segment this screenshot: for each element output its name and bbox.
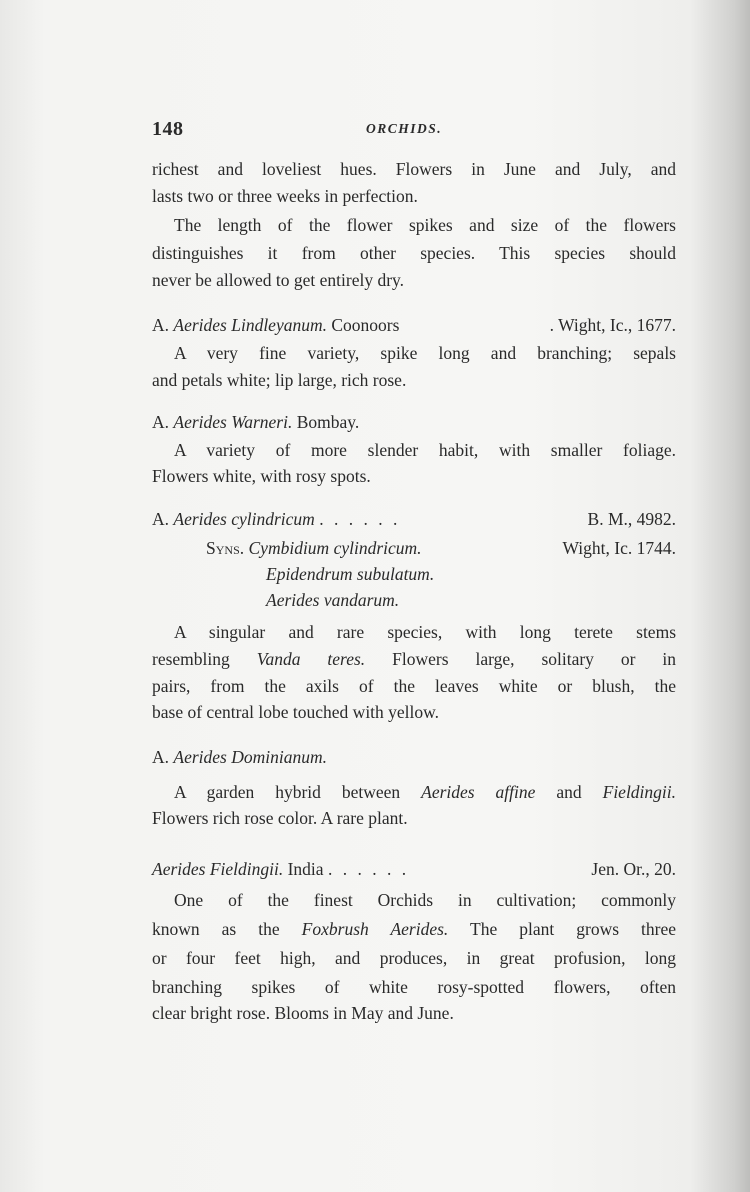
species-name: Aerides Fieldingii. bbox=[152, 859, 284, 879]
text-line: and petals white; lip large, rich rose. bbox=[152, 370, 407, 390]
synonym: Epidendrum subulatum. bbox=[266, 564, 435, 584]
species-name: Aerides Warneri. bbox=[173, 412, 293, 432]
text-line: A very fine variety, spike long and branching; sepals bbox=[174, 343, 676, 363]
entry-prefix: A. bbox=[152, 747, 170, 767]
synonyms-label: Syns. bbox=[206, 538, 245, 558]
text-line: branching spikes of white rosy-spotted flowers, often bbox=[152, 977, 676, 997]
text-line: richest and loveliest hues. Flowers in June and July, and bbox=[152, 159, 676, 179]
species-entry-lindleyanum bbox=[152, 314, 676, 336]
text-line: Flowers rich rose color. A rare plant. bbox=[152, 808, 408, 828]
entry-prefix: A. bbox=[152, 315, 170, 335]
text-line: A singular and rare species, with long terete stems bbox=[174, 622, 676, 642]
species-name: Aerides Lindleyanum. bbox=[173, 315, 327, 335]
text-line: distinguishes it from other species. This species should bbox=[152, 243, 676, 263]
entry-prefix: A. bbox=[152, 509, 170, 529]
species-entry-cylindricum bbox=[152, 508, 676, 530]
page-number: 148 bbox=[152, 118, 184, 140]
entry-prefix: A. bbox=[152, 412, 170, 432]
text-line: A garden hybrid between Aerides affine and Fieldingii. bbox=[174, 782, 677, 802]
species-entry-fieldingii bbox=[152, 858, 676, 880]
text-line: or four feet high, and produces, in great profusion, long bbox=[152, 948, 676, 968]
reference: Jen. Or., 20. bbox=[591, 859, 676, 879]
leader-dots: . . . . . . bbox=[319, 509, 401, 529]
species-entry-dominianum bbox=[152, 746, 676, 768]
synonym-line bbox=[266, 589, 676, 611]
text-line: never be allowed to get entirely dry. bbox=[152, 270, 405, 290]
text-line: pairs, from the axils of the leaves white or blush, the bbox=[152, 676, 676, 696]
text-line: base of central lobe touched with yellow. bbox=[152, 702, 440, 722]
synonym-line bbox=[266, 563, 676, 585]
text-line: Flowers white, with rosy spots. bbox=[152, 466, 371, 486]
text-line: known as the Foxbrush Aerides. The plant grows three bbox=[152, 919, 677, 939]
text-line: A variety of more slender habit, with smaller foliage. bbox=[174, 440, 676, 460]
text-line: lasts two or three weeks in perfection. bbox=[152, 186, 418, 206]
text-line: resembling Vanda teres. Flowers large, solitary or in bbox=[152, 649, 677, 669]
synonym-reference: Wight, Ic. 1744. bbox=[562, 538, 676, 558]
locality: India bbox=[287, 859, 324, 879]
species-name: Aerides Dominianum. bbox=[173, 747, 327, 767]
synonym: Aerides vandarum. bbox=[266, 590, 400, 610]
species-entry-warneri bbox=[152, 411, 676, 433]
leader-dots: . . . . . . bbox=[327, 859, 410, 879]
locality: Bombay. bbox=[296, 412, 360, 432]
text-line: The length of the flower spikes and size of the flowers bbox=[174, 215, 676, 235]
synonym-line bbox=[206, 537, 676, 559]
reference: . Wight, Ic., 1677. bbox=[549, 315, 676, 335]
text-line: clear bright rose. Blooms in May and June. bbox=[152, 1003, 454, 1023]
text-line: One of the finest Orchids in cultivation; commonly bbox=[174, 890, 676, 910]
running-title: ORCHIDS. bbox=[366, 121, 443, 136]
reference: B. M., 4982. bbox=[587, 509, 676, 529]
locality: Coonoors bbox=[331, 315, 400, 335]
species-name: Aerides cylindricum bbox=[173, 509, 315, 529]
synonym: Cymbidium cylindricum. bbox=[248, 538, 422, 558]
